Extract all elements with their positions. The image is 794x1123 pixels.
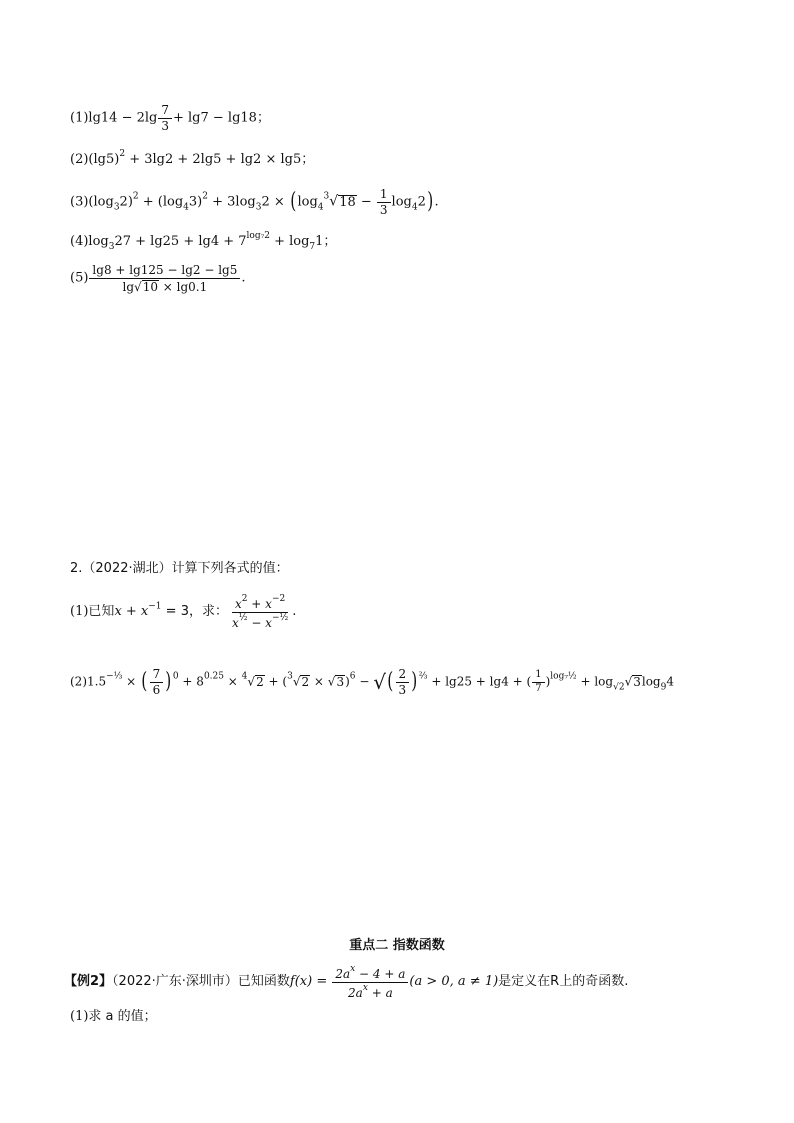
log-base: 9 [660, 682, 667, 693]
radical-sign: √ [373, 670, 386, 695]
exponent: log₇2 [246, 231, 270, 241]
expr-text: + x [247, 597, 272, 611]
expr-text: 2a [335, 967, 351, 981]
exponent: 0 [172, 671, 179, 682]
left-paren: ( [387, 669, 394, 695]
denominator: 6 [152, 682, 161, 697]
exponent: 2 [241, 594, 248, 604]
expr-text: + lg25 + lg4 + ( [427, 674, 532, 689]
problem2-title: 2.（2022·湖北）计算下列各式的值： [70, 561, 289, 576]
numerator [232, 595, 288, 613]
section-heading: 重点二 指数函数 [349, 938, 445, 953]
exponent: 2 [119, 149, 126, 159]
expr-text: + 3log [207, 194, 256, 210]
expr-text: (lg5) [88, 152, 120, 167]
expr-text: − [356, 194, 376, 210]
expr-text: 是定义在R上的奇函数. [498, 973, 629, 989]
exponent: ⅔ [418, 671, 428, 682]
expr-text: − x [247, 615, 272, 630]
radical-sign: √ [134, 279, 142, 294]
expr-text: 4 [666, 674, 674, 689]
example2-statement [64, 965, 628, 999]
numerator: 1 [377, 188, 391, 203]
radicand: 2 [301, 674, 310, 689]
radical-sign: √ [247, 674, 256, 689]
radicand: 10 [142, 279, 158, 294]
expr-text: + log [269, 234, 310, 249]
expr-text: 2) [119, 194, 133, 210]
expr-text: 27 + lg25 + lg4 + 7 [114, 234, 247, 249]
root-index: 3 [323, 191, 330, 202]
punct: ； [323, 234, 337, 249]
fraction [396, 668, 410, 696]
expr-text: × lg0.1 [158, 279, 208, 294]
expr-text: log [297, 194, 318, 210]
expr-text: lg14 − 2lg [88, 110, 158, 126]
problem1-part2 [70, 150, 314, 167]
numerator: 7 [150, 668, 164, 683]
exponent: −½ [271, 612, 289, 623]
expr-text: 2 [417, 194, 426, 210]
expr-text: log [391, 194, 412, 210]
expr-text: x [234, 597, 242, 611]
numerator: 2 [396, 668, 410, 683]
part-label: (1) [70, 1009, 89, 1024]
expr-text: + log [576, 674, 614, 689]
expr-text: × [122, 674, 141, 689]
radicand: 3 [336, 674, 345, 689]
problem1-part1 [70, 104, 270, 132]
expr-text: − 4 + a [355, 967, 406, 981]
expr-text: + (log [138, 194, 184, 210]
exponent: 0.25 [203, 671, 224, 682]
log-base: 3 [255, 202, 262, 213]
expr-text: = 3，求： [161, 603, 228, 619]
log-base: 4 [411, 202, 418, 213]
numerator [332, 965, 408, 983]
root-index: 3 [287, 671, 293, 682]
denominator [229, 613, 291, 630]
denominator [120, 279, 211, 294]
expr-text: lg [122, 279, 135, 294]
radical-sign: √ [329, 193, 339, 210]
exponent: 6 [349, 671, 356, 682]
expr-text: log [641, 674, 661, 689]
expr-text: (log [88, 194, 114, 210]
exponent: −⅓ [106, 671, 123, 682]
radicand: 3 [633, 674, 641, 689]
radical-sign: √ [292, 674, 301, 689]
punct: . [292, 603, 297, 619]
expr-text: log [88, 234, 109, 249]
expr-text: × [223, 674, 242, 689]
part-label: (2) [70, 152, 89, 167]
question-text: 求 a 的值； [88, 1009, 157, 1024]
log-base: 3 [113, 202, 120, 213]
exponent: −1 [148, 601, 162, 612]
right-paren: ) [165, 669, 172, 695]
expr-text: 3) [188, 194, 203, 210]
expr-text: + 3lg2 + 2lg5 + lg2 × lg5 [125, 152, 302, 167]
exponent: ½ [238, 612, 248, 623]
expr-text: x [231, 615, 239, 630]
radical-sign: √ [327, 674, 336, 689]
problem2-part2 [70, 668, 674, 696]
part-label: (1) [70, 110, 89, 126]
problem1-part3 [70, 188, 439, 216]
numerator: 7 [158, 104, 172, 119]
fraction [377, 188, 391, 216]
log-base: 3 [108, 242, 115, 252]
expr-text: 2 × [261, 194, 289, 210]
part-label: (5) [70, 270, 89, 286]
log-base: 7 [309, 242, 316, 252]
right-paren: ) [427, 189, 434, 215]
exponent: x [362, 982, 368, 993]
part-label: (4) [70, 234, 89, 249]
expr-text: × [310, 674, 328, 689]
expr-text: 2a [348, 985, 363, 1000]
numerator: lg8 + lg125 − lg2 − lg5 [89, 264, 240, 279]
punct: . [241, 270, 246, 286]
example2-question1 [70, 1010, 157, 1024]
radical-sign: √ [624, 674, 633, 689]
right-paren: ) [411, 669, 418, 695]
numerator: 1 [532, 670, 544, 683]
denominator [345, 983, 396, 1000]
expr-text: ) [345, 674, 350, 689]
expr-text: + 8 [178, 674, 204, 689]
part-label: (2) [70, 674, 87, 689]
problem1-part5 [70, 264, 246, 293]
punct: . [434, 194, 439, 210]
function-name: f(x) = [289, 973, 332, 989]
problem2-part1 [70, 595, 296, 629]
denominator: 3 [161, 118, 169, 133]
exponent: −2 [271, 594, 286, 604]
expr-text: 1 [315, 234, 324, 249]
fraction [150, 668, 164, 696]
punct: ； [301, 152, 315, 167]
radicand: 2 [256, 674, 264, 689]
fraction [532, 670, 544, 694]
example-source: （2022·广东·深圳市）已知函数 [112, 973, 290, 989]
expr-text: ) [545, 674, 551, 689]
left-paren: ( [290, 189, 297, 215]
part-label: (1) [70, 603, 89, 619]
root-index: 4 [241, 671, 248, 682]
denominator: 3 [398, 682, 407, 697]
left-paren: ( [141, 669, 148, 695]
fraction [229, 595, 291, 629]
problem1-part4 [70, 232, 336, 253]
radicand: 18 [339, 194, 356, 210]
expr-text: − [355, 674, 374, 689]
expr-text: + ( [264, 674, 288, 689]
part-label: (3) [70, 194, 89, 210]
exponent: 2 [202, 191, 208, 202]
example-tag: 【例2】 [64, 973, 113, 989]
log-base: 4 [317, 202, 324, 213]
fraction [332, 965, 408, 999]
exponent: x [350, 964, 356, 974]
expr-text: + lg7 − lg18 [173, 110, 257, 126]
exponent: log₇½ [550, 671, 577, 682]
denominator: 7 [535, 682, 542, 694]
expr-text: 已知 [88, 603, 115, 619]
denominator: 3 [379, 202, 388, 217]
condition: (a > 0, a ≠ 1) [409, 973, 499, 989]
fraction [158, 104, 172, 132]
expr-text: + a [367, 985, 393, 1000]
expr-text: x + x [114, 603, 149, 619]
exponent: 2 [132, 191, 139, 202]
log-base: 4 [183, 202, 189, 213]
punct: ； [256, 110, 270, 126]
fraction [89, 264, 240, 293]
log-base: √2 [613, 682, 625, 693]
expr-text: 1.5 [87, 674, 107, 689]
